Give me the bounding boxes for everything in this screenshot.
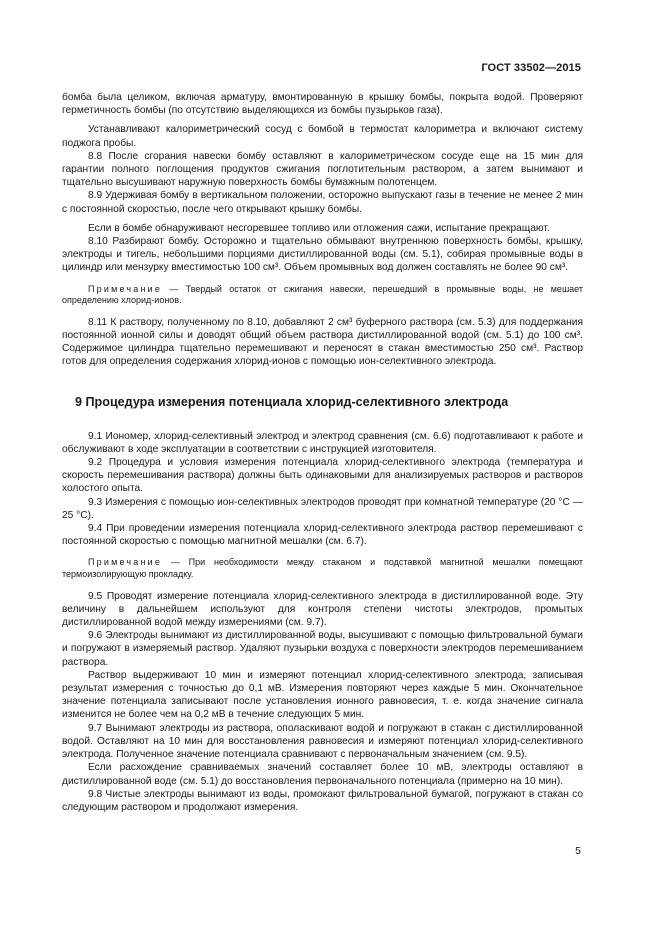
note: [62, 284, 583, 307]
paragraph-9-1: 9.1 Иономер, хлорид-селективный электрод и электрод сравнения (см. 6.6) подготавливают к работе и обслуживают в ходе эксплуатации в соответствии с инструкцией изготовителя.: [62, 430, 583, 455]
paragraph: Если расхождение сравниваемых значений составляет более 10 мВ, электроды оставляют в дистиллированной воде (см. 5.1) до восстановления первоначального потенциала (примерно на 10 мин).: [62, 762, 583, 787]
note-text: — Твердый остаток от сжигания навески, перешедший в промывные воды, не мешает определению хлорид-ионов.: [62, 283, 583, 306]
paragraph-9-8: 9.8 Чистые электроды вынимают из воды, промокают фильтровальной бумагой, погружают в стакан со следующим раствором и продолжают измерения.: [62, 788, 583, 813]
paragraph-9-5: 9.5 Проводят измерение потенциала хлорид-селективного электрода в дистиллированной воде. Эту величину в дальнейшем используют для контроля степени чистоты электродов, промытых дистиллированной водой между измерениями (см. 9.7).: [62, 590, 583, 629]
page-number: 5: [575, 845, 581, 857]
paragraph-9-4: 9.4 При проведении измерения потенциала хлорид-селективного электрода раствор перемешивают с постоянной скоростью с помощью магнитной мешалки (см. 6.7).: [62, 523, 583, 548]
paragraph-9-3: 9.3 Измерения с помощью ион-селективных электродов проводят при комнатной температуре (20 °С — 25 °С).: [62, 496, 583, 521]
note-label: Примечание: [88, 283, 163, 294]
document-code: ГОСТ 33502—2015: [481, 62, 581, 74]
paragraph: Если в бомбе обнаруживают несгоревшее топливо или отложения сажи, испытание прекращают.: [88, 222, 550, 234]
paragraph-8-9: 8.9 Удерживая бомбу в вертикальном положении, осторожно выпускают газы в течение не менее 2 мин с постоянной скоростью, после чего открывают крышку бомбы.: [62, 190, 583, 215]
paragraph: Раствор выдерживают 10 мин и измеряют потенциал хлорид-селективного электрода, записывая результат измерения с точностью до 0,1 мВ. Измерения повторяют через каждые 5 мин. Окончательное значение потенциала записывают после установления ионного равновесия, т. е. когда значение сигнала изменится не более чем на 0,2 мВ в течение следующих 5 мин.: [62, 669, 583, 721]
paragraph-8-10: 8.10 Разбирают бомбу. Осторожно и тщательно обмывают внутреннюю поверхность бомбы, крышку, электроды и тигель, небольшими порциями дистиллированной воды (см. 5.1), собирая промывные воды в цилиндр или мензурку вместимостью 100 см³. Объем промывных вод должен составлять не более 90 см³.: [62, 236, 583, 274]
paragraph: Устанавливают калориметрический сосуд с бомбой в термостат калориметра и включают систему поджога пробы.: [62, 124, 583, 149]
note-text: — При необходимости между стаканом и подставкой магнитной мешалки помещают термоизолирующую прокладку.: [62, 557, 583, 580]
document-body: [62, 91, 583, 814]
paragraph-8-11: 8.11 К раствору, полученному по 8.10, добавляют 2 см³ буферного раствора (см. 5.3) для поддержания постоянной ионной силы и доводят общий объем раствора дистиллированной водой (см. 5.1) до 100 см³. Содержимое цилиндра тщательно перемешивают и переносят в стакан вместимостью 250 см³. Раствор готов для определения содержания хлорид-ионов с помощью ион-селективного электрода.: [62, 316, 583, 368]
paragraph: бомба была целиком, включая арматуру, вмонтированную в крышку бомбы, покрыта водой. Проверяют герметичность бомбы (по отсутствию выделяющихся из бомбы пузырьков газа).: [62, 92, 583, 117]
paragraph-8-8: 8.8 После сгорания навески бомбу оставляют в калориметрическом сосуде еще на 15 мин для гарантии полного поглощения продуктов сжигания поглотительным раствором, а затем вынимают и тщательно высушивают наружную поверхность бомбы бумажным полотенцем.: [62, 150, 583, 189]
paragraph-9-2: 9.2 Процедура и условия измерения потенциала хлорид-селективного электрода (температура и скорость перемешивания раствора) должны быть одинаковыми для анализируемых растворов и растворов холостого опыта.: [62, 457, 583, 495]
paragraph-9-7: 9.7 Вынимают электроды из раствора, ополаскивают водой и погружают в стакан с дистиллированной водой. Оставляют на 10 мин для восстановления равновесия и измеряют потенциал хлорид-селективного электрода. Полученное значение потенциала сравнивают с первоначальным значением (см. 9.5).: [62, 722, 583, 761]
section-heading: 9 Процедура измерения потенциала хлорид-селективного электрода: [75, 394, 509, 409]
paragraph-9-6: 9.6 Электроды вынимают из дистиллированной воды, высушивают с помощью фильтровальной бумаги и погружают в измеряемый раствор. Удаляют пузырьки воздуха с поверхности электродов перемешиванием раствора.: [62, 630, 583, 668]
note-label: Примечание: [88, 557, 163, 568]
note: [62, 557, 583, 580]
